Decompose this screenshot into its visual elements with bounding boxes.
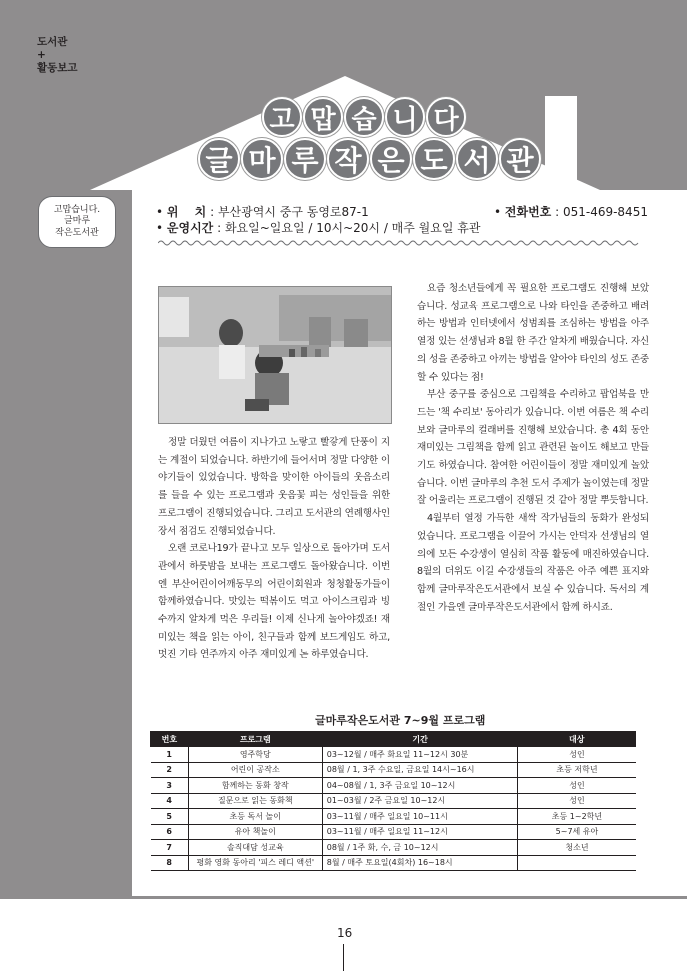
- section-tag-line1: 도서관: [37, 36, 68, 48]
- program-table-title: 글마루작은도서관 7~9월 프로그램: [315, 714, 486, 727]
- cell-number: 5: [151, 809, 189, 825]
- cell-number: 6: [151, 824, 189, 840]
- side-tag-line3: 작은도서관: [55, 227, 99, 238]
- table-row: [151, 855, 636, 871]
- title-char: 니: [385, 97, 425, 137]
- cell-program: 평화 영화 동아리 '피스 레디 액션': [188, 855, 322, 871]
- cell-number: 4: [151, 793, 189, 809]
- table-header-row: [151, 732, 636, 747]
- cell-target: 성인: [518, 747, 636, 763]
- side-tag: [38, 196, 116, 248]
- cell-period: 08월 / 1주 화, 수, 금 10~12시: [322, 840, 518, 856]
- title-line1: [262, 97, 467, 137]
- title-char: 글: [198, 138, 240, 180]
- cell-program: 초등 독서 놀이: [188, 809, 322, 825]
- page-number: 16: [337, 926, 353, 940]
- title-char: 습: [344, 97, 384, 137]
- cell-program: 질문으로 읽는 동화책: [188, 793, 322, 809]
- cell-program: 솔직대담 성교육: [188, 840, 322, 856]
- title-char: 루: [284, 138, 326, 180]
- table-row: [151, 778, 636, 794]
- title-char: 관: [499, 138, 541, 180]
- title-char: 도: [413, 138, 455, 180]
- article-paragraph: 정말 더웠던 여름이 지나가고 노랗고 빨갛게 단풍이 지는 계절이 되었습니다. 하반기에 들어서며 정말 다양한 이야기들이 있었습니다. 방학을 맞이한 아이들의 웃음소리를 들을 수 있는 프로그램과 웃음꽃 피는 성인들을 위한 프로그램이 진행되었습니다. 그리고 도서관의 연례행사인 장서 점검도 진행되었습니다.: [158, 437, 390, 537]
- section-tag-line2: +: [37, 49, 46, 61]
- section-tag-line3: 활동보고: [37, 62, 78, 74]
- page-number-line: [343, 944, 344, 971]
- title-line2: [198, 138, 542, 180]
- cell-number: 7: [151, 840, 189, 856]
- title-char: 서: [456, 138, 498, 180]
- hours-value: 화요일~일요일 / 10시~20시 / 매주 월요일 휴관: [224, 221, 481, 235]
- cell-number: 2: [151, 762, 189, 778]
- cell-program: 함께하는 동화 창작: [188, 778, 322, 794]
- article-paragraph: 부산 중구를 중심으로 그림책을 수리하고 팝업북을 만드는 '책 수리보' 동아리가 있습니다. 이번 여름은 책 수리보와 글마루의 컬래버를 진행해 보았습니다. 총 4회 동안 재미있는 그림책을 함께 읽고 관련된 놀이도 해보고 만들기도 하였습니다. 참여한 어린이들이 정말 재미있게 놀았습니다. 이번 글마루의 추천 도서 주제가 놀이였는데 정말 잘 어울리는 프로그램이 진행된 것 같아 정말 뿌듯합니다.: [417, 389, 649, 507]
- cell-number: 8: [151, 855, 189, 871]
- header-target: 대상: [518, 732, 636, 747]
- title-char: 작: [327, 138, 369, 180]
- phone-value: 051-469-8451: [562, 205, 648, 219]
- cell-period: 03~12월 / 매주 화요일 11~12시 30분: [322, 747, 518, 763]
- cell-program: 유아 책놀이: [188, 824, 322, 840]
- article-right-column: [417, 280, 649, 616]
- cell-period: 01~03월 / 2주 금요일 10~12시: [322, 793, 518, 809]
- cell-period: 03~11월 / 매주 일요일 11~12시: [322, 824, 518, 840]
- title-char: 고: [262, 97, 302, 137]
- location-value: 부산광역시 중구 동영로87-1: [217, 205, 369, 219]
- table-row: [151, 809, 636, 825]
- phone-label: 전화번호: [504, 205, 552, 219]
- side-tag-line2: 글마루: [63, 216, 91, 227]
- cell-number: 3: [151, 778, 189, 794]
- title-char: 은: [370, 138, 412, 180]
- phone-info: • 전화번호 : 051-469-8451: [494, 205, 648, 219]
- cell-period: 8월 / 매주 토요일(4회차) 16~18시: [322, 855, 518, 871]
- table-row: [151, 747, 636, 763]
- cell-period: 04~08월 / 1, 3주 금요일 10~12시: [322, 778, 518, 794]
- article-paragraph: 4월부터 열정 가득한 새싹 작가님들의 동화가 완성되었습니다. 프로그램을 이끌어 가시는 안덕자 선생님의 열의에 모든 수강생이 열심히 작품 활동에 매진하였습니다. 8월의 더위도 이길 수강생들의 작품은 아주 예쁜 표지와 함께 글마루작은도서관에서 보실 수 있습니다. 독서의 계절인 가을엔 글마루작은도서관에서 함께 하시죠.: [417, 513, 649, 613]
- article-paragraph: 요즘 청소년들에게 꼭 필요한 프로그램도 진행해 보았습니다. 성교육 프로그램으로 나와 타인을 존중하고 배려하는 방법과 인터넷에서 성범죄를 조심하는 방법을 아주 열정 있는 선생님과 8월 한 주간 알차게 배웠습니다. 자신의 성을 존중하고 아끼는 방법을 알아야 타인의 성도 존중할 수 있다는 점!: [417, 283, 649, 383]
- location-info: • 위 치 : 부산광역시 중구 동영로87-1: [156, 205, 369, 219]
- table-row: [151, 793, 636, 809]
- cell-target: 청소년: [518, 840, 636, 856]
- article-paragraph: 오랜 코로나19가 끝나고 모두 일상으로 돌아가며 도서관에서 하룻밤을 보내는 프로그램도 돌아왔습니다. 이번엔 부산어린이어깨동무의 어린이회원과 청청활동가들이 함께하였습니다. 맛있는 떡볶이도 먹고 아이스크림과 빙수까지 알차게 먹은 우리들! 이제 신나게 놀아야겠죠! 재미있는 책을 읽는 아이, 친구들과 함께 보드게임도 하고, 멋진 기타 연주까지 아주 재미있게 논 하루였습니다.: [158, 543, 390, 661]
- title-char: 맙: [303, 97, 343, 137]
- header-number: 번호: [151, 732, 189, 747]
- hours-info: • 운영시간 : 화요일~일요일 / 10시~20시 / 매주 월요일 휴관: [156, 221, 481, 235]
- cell-target: 성인: [518, 793, 636, 809]
- wavy-divider: [158, 238, 650, 248]
- cell-number: 1: [151, 747, 189, 763]
- cell-target: [518, 855, 636, 871]
- cell-target: 5~7세 유아: [518, 824, 636, 840]
- header-period: 기간: [322, 732, 518, 747]
- table-row: [151, 840, 636, 856]
- table-row: [151, 762, 636, 778]
- section-tag: [37, 36, 78, 75]
- header-program: 프로그램: [188, 732, 322, 747]
- cell-target: 초등 1~2학년: [518, 809, 636, 825]
- title-char: 다: [426, 97, 466, 137]
- article-left-column: [158, 434, 390, 664]
- hours-label: 운영시간: [166, 221, 214, 235]
- side-tag-line1: 고맙습니다.: [53, 204, 101, 215]
- cell-program: 어린이 공작소: [188, 762, 322, 778]
- cell-program: 영주학당: [188, 747, 322, 763]
- cell-period: 08월 / 1, 3주 수요일, 금요일 14시~16시: [322, 762, 518, 778]
- location-label: 위 치: [166, 205, 207, 219]
- title-char: 마: [241, 138, 283, 180]
- cell-period: 03~11월 / 매주 일요일 10~11시: [322, 809, 518, 825]
- cell-target: 초등 저학년: [518, 762, 636, 778]
- cell-target: 성인: [518, 778, 636, 794]
- children-playing-photo: [158, 286, 392, 424]
- program-table: [150, 731, 636, 871]
- table-row: [151, 824, 636, 840]
